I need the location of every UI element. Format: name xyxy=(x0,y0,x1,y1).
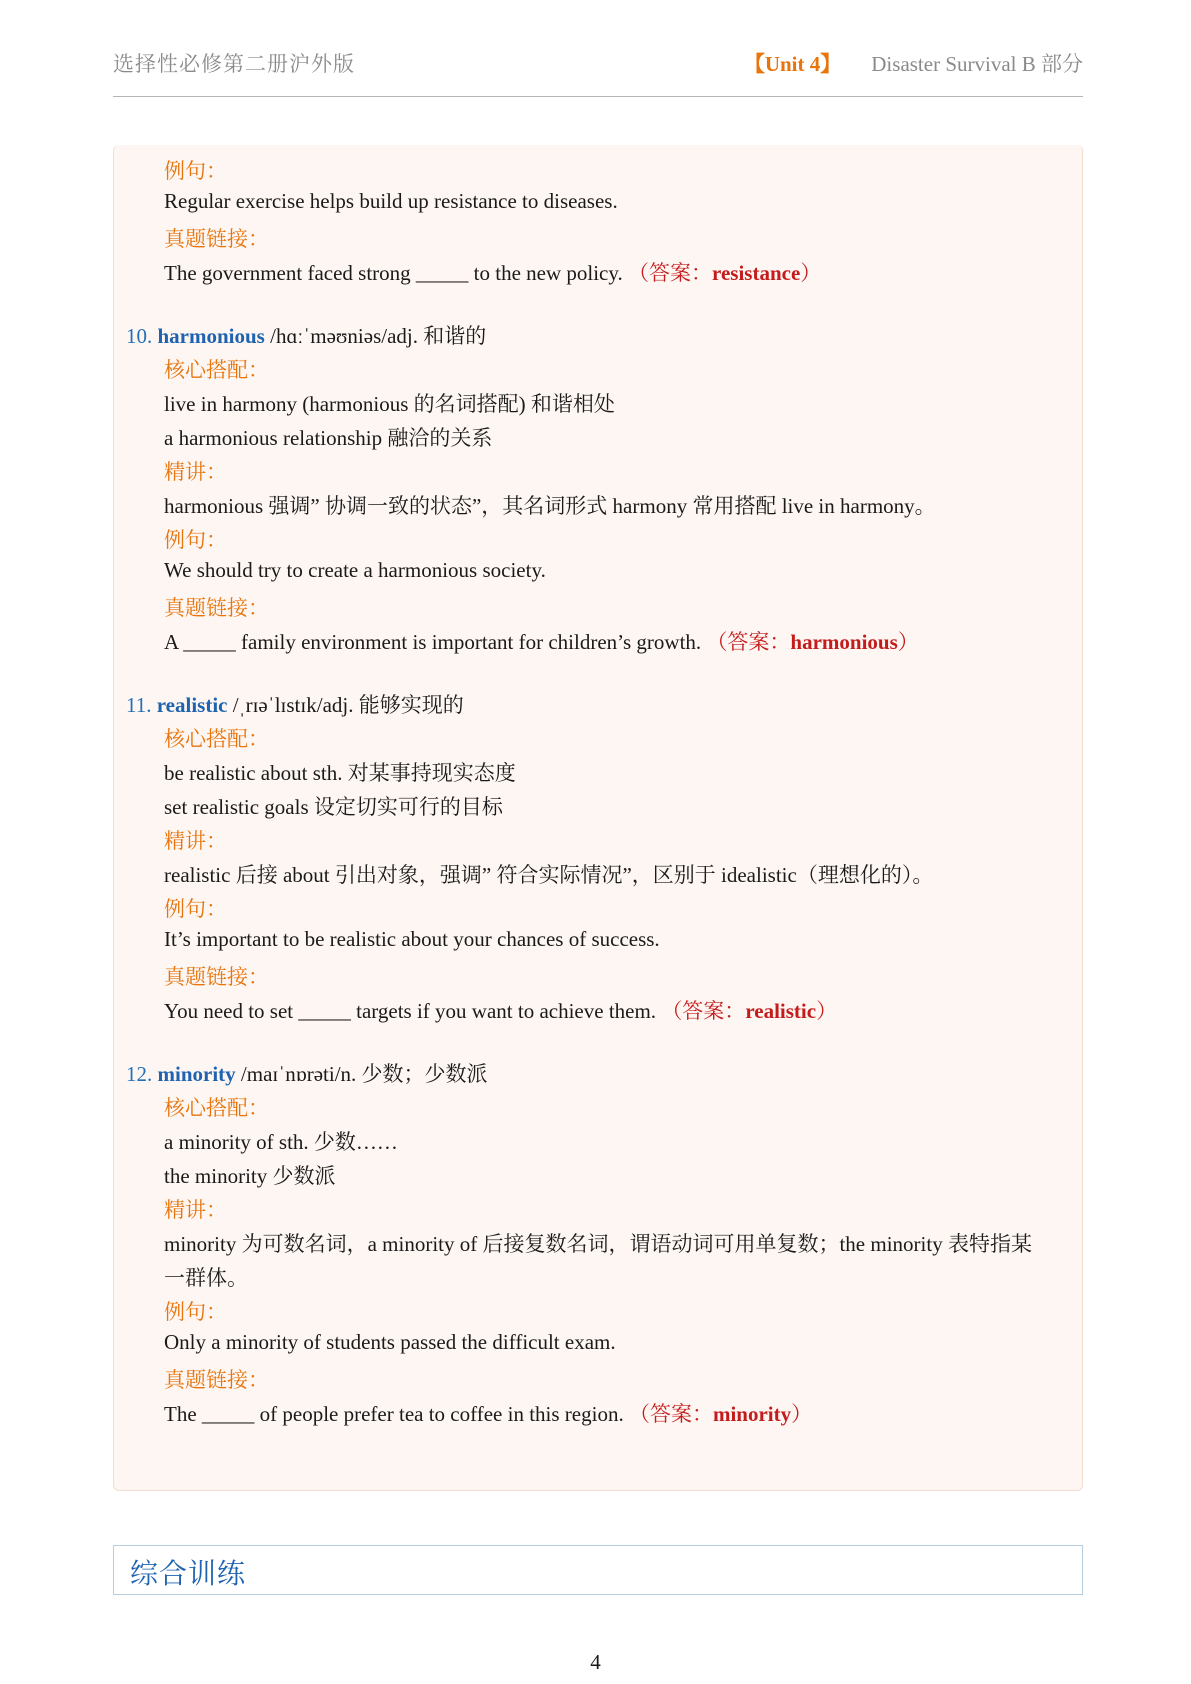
example-sentence: It’s important to be realistic about your chances of success. xyxy=(164,927,660,951)
collocation-item: the minority 少数派 xyxy=(164,1164,336,1188)
collocation-label: 核心搭配： xyxy=(164,358,269,382)
entry-heading xyxy=(126,320,486,350)
exam-sentence: A _____ family environment is important for children’s growth. xyxy=(164,630,702,654)
page-number: 4 xyxy=(590,1650,601,1674)
answer-word: minority xyxy=(712,1402,792,1426)
example-label: 例句： xyxy=(164,528,227,552)
answer-word: realistic xyxy=(745,999,817,1023)
explain-text: realistic 后接 about 引出对象，强调” 符合实际情况”，区别于 idealistic（理想化的）。 xyxy=(164,863,934,887)
explain-text: harmonious 强调” 协调一致的状态”，其名词形式 harmony 常用搭配 live in harmony。 xyxy=(164,494,936,518)
entry-number: 10. xyxy=(126,324,153,348)
exam-item xyxy=(164,1398,812,1428)
page-header xyxy=(113,44,1083,97)
entry-heading xyxy=(126,689,464,719)
exam-item xyxy=(164,626,919,656)
collocation-item: live in harmony (harmonious 的名词搭配) 和谐相处 xyxy=(164,392,615,416)
exam-label: 真题链接： xyxy=(164,596,269,620)
exam-label: 真题链接： xyxy=(164,227,269,251)
explain-label: 精讲： xyxy=(164,829,227,853)
explain-text: 一群体。 xyxy=(164,1266,248,1290)
book-title: 选择性必修第二册沪外版 xyxy=(113,52,355,76)
section-title: 综合训练 xyxy=(130,1559,247,1590)
exam-sentence: The government faced strong _____ to the new policy. xyxy=(164,261,623,285)
collocation-item: be realistic about sth. 对某事持现实态度 xyxy=(164,761,516,785)
entry-heading xyxy=(126,1058,488,1088)
example-label: 例句： xyxy=(164,897,227,921)
exam-label: 真题链接： xyxy=(164,1368,269,1392)
collocation-item: a harmonious relationship 融洽的关系 xyxy=(164,426,493,450)
collocation-item: a minority of sth. 少数…… xyxy=(164,1130,398,1154)
entry-word: harmonious xyxy=(157,324,265,348)
exam-sentence: The _____ of people prefer tea to coffee in this region. xyxy=(164,1402,624,1426)
topic-label: Disaster Survival B 部分 xyxy=(871,52,1083,76)
entry-word: realistic xyxy=(156,693,228,717)
header-unit-topic xyxy=(744,48,1083,78)
exam-sentence: You need to set _____ targets if you want to achieve them. xyxy=(164,999,657,1023)
entry-phonetic: /maɪˈnɒrəti/n. 少数；少数派 xyxy=(235,1062,488,1086)
answer: （答案：realistic） xyxy=(661,999,838,1023)
example-sentence: Only a minority of students passed the difficult exam. xyxy=(164,1330,616,1354)
entry-number: 12. xyxy=(126,1062,153,1086)
example-label: 例句： xyxy=(164,1300,227,1324)
example-sentence: Regular exercise helps build up resistance to diseases. xyxy=(164,189,618,213)
answer: （答案：minority） xyxy=(628,1402,813,1426)
collocation-label: 核心搭配： xyxy=(164,1096,269,1120)
entry-phonetic: /ˌrɪəˈlɪstɪk/adj. 能够实现的 xyxy=(227,693,464,717)
explain-text: minority 为可数名词，a minority of 后接复数名词，谓语动词可用单复数；the minority 表特指某 xyxy=(164,1232,1032,1256)
example-label: 例句： xyxy=(164,159,227,183)
answer: （答案：harmonious） xyxy=(706,630,919,654)
explain-label: 精讲： xyxy=(164,1198,227,1222)
unit-label: 【Unit 4】 xyxy=(743,52,842,76)
vocabulary-card xyxy=(113,145,1083,1491)
answer-word: harmonious xyxy=(790,630,898,654)
entry-number: 11. xyxy=(126,693,152,717)
entry-word: minority xyxy=(157,1062,236,1086)
exam-item xyxy=(164,995,837,1025)
entry-phonetic: /hɑːˈməʊniəs/adj. 和谐的 xyxy=(264,324,487,348)
section-box xyxy=(113,1545,1083,1595)
exam-item xyxy=(164,257,821,287)
answer: （答案：resistance） xyxy=(628,261,822,285)
collocation-item: set realistic goals 设定切实可行的目标 xyxy=(164,795,503,819)
collocation-label: 核心搭配： xyxy=(164,727,269,751)
explain-label: 精讲： xyxy=(164,460,227,484)
answer-word: resistance xyxy=(712,261,801,285)
exam-label: 真题链接： xyxy=(164,965,269,989)
example-sentence: We should try to create a harmonious society. xyxy=(164,558,546,582)
